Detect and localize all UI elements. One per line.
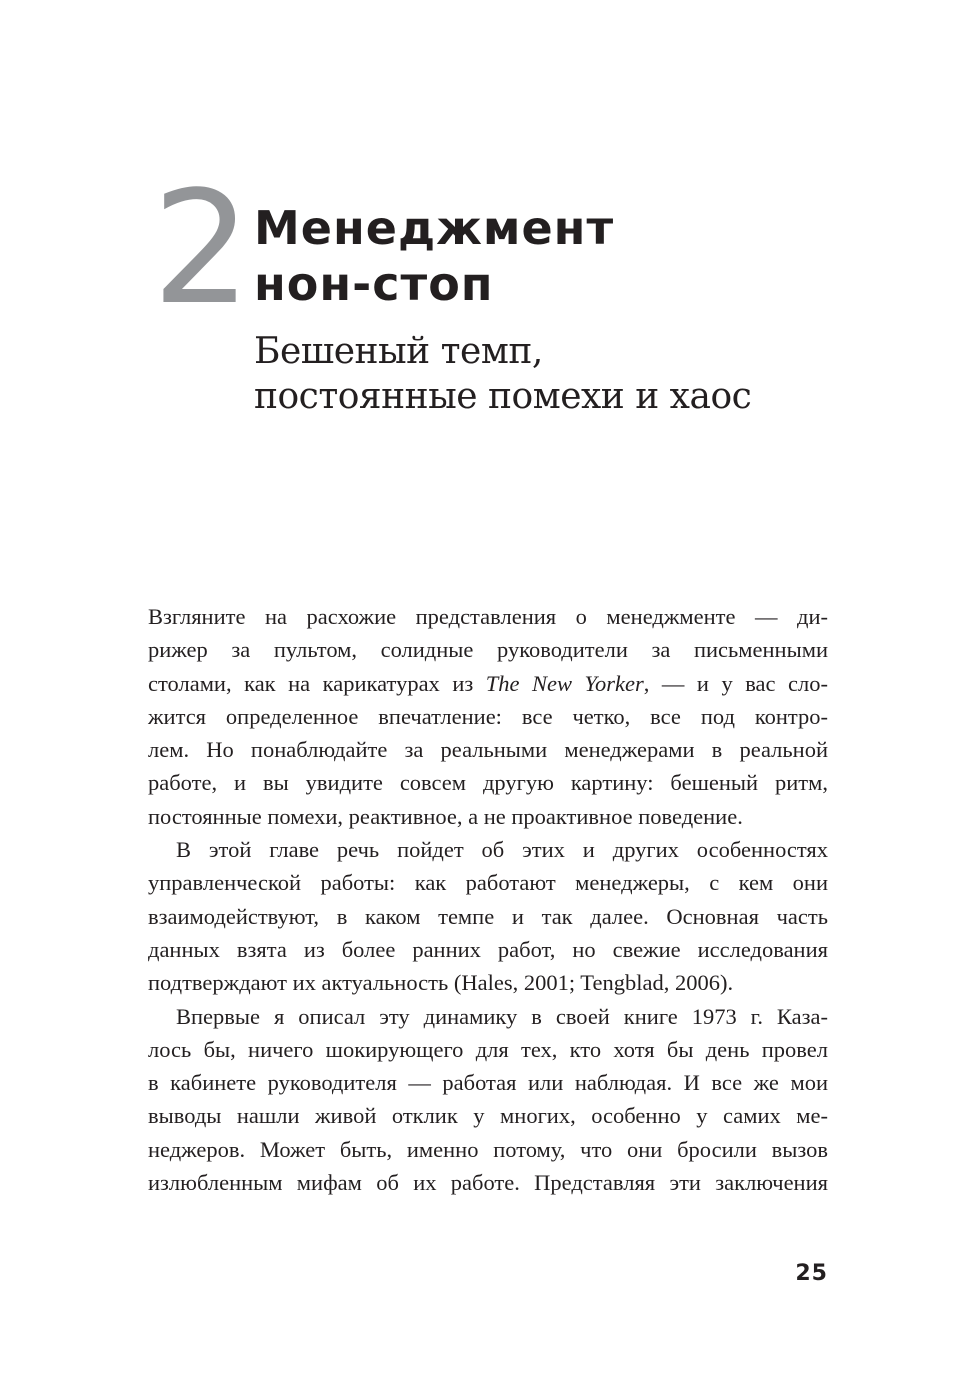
text-line: в кабинете руководителя — работая или наблюдая. И все же мои (148, 1070, 828, 1096)
text-run: , — и у вас сло- (643, 670, 828, 696)
chapter-title-line: Менеджмент (254, 201, 615, 255)
page-number: 25 (795, 1261, 828, 1286)
publication-title: The New Yorker (485, 670, 644, 696)
text-line: В этой главе речь пойдет об этих и других особенностях (176, 837, 828, 863)
text-line: выводы нашли живой отклик у многих, особенно у самих ме- (148, 1103, 828, 1129)
chapter-subtitle-line: Бешеный темп, (254, 331, 543, 372)
text-line: излюбленным мифам об их работе. Представляя эти заключения (148, 1170, 828, 1196)
chapter-subtitle (254, 329, 751, 419)
chapter-title-line: нон-стоп (254, 257, 494, 311)
chapter-subtitle-line: постоянные помехи и хаос (254, 376, 752, 417)
text-line: подтверждают их актуальность (Hales, 2001; Tengblad, 2006). (148, 970, 734, 996)
text-line: постоянные помехи, реактивное, а не проактивное поведение. (148, 803, 743, 829)
text-line: управленческой работы: как работают менеджеры, с кем они (148, 870, 828, 896)
text-line: данных взята из более ранних работ, но свежие исследования (148, 936, 828, 962)
chapter-number: 2 (152, 157, 248, 339)
text-line: взаимодействуют, в каком темпе и так далее. Основная часть (148, 903, 828, 929)
text-line: неджеров. Может быть, именно потому, что они бросили вызов (148, 1136, 828, 1162)
text-line: лось бы, ничего шокирующего для тех, кто хотя бы день провел (148, 1036, 828, 1062)
text-line: рижер за пультом, солидные руководители за письменными (148, 637, 828, 663)
paragraph (148, 600, 828, 833)
text-line: Впервые я описал эту динамику в своей книге 1973 г. Каза- (176, 1003, 828, 1029)
text-line: жится определенное впечатление: все четко, все под контро- (148, 703, 828, 729)
paragraph (148, 1000, 828, 1200)
text-line: работе, и вы увидите совсем другую картину: бешеный ритм, (148, 770, 828, 796)
body-text (148, 600, 828, 1199)
text-run: столами, как на карикатурах из (148, 670, 486, 696)
text-line (148, 667, 828, 700)
text-line: лем. Но понаблюдайте за реальными менеджерами в реальной (148, 737, 828, 763)
paragraph (148, 833, 828, 999)
text-line: Взгляните на расхожие представления о менеджменте — ди- (148, 604, 828, 629)
chapter-title (254, 200, 614, 312)
